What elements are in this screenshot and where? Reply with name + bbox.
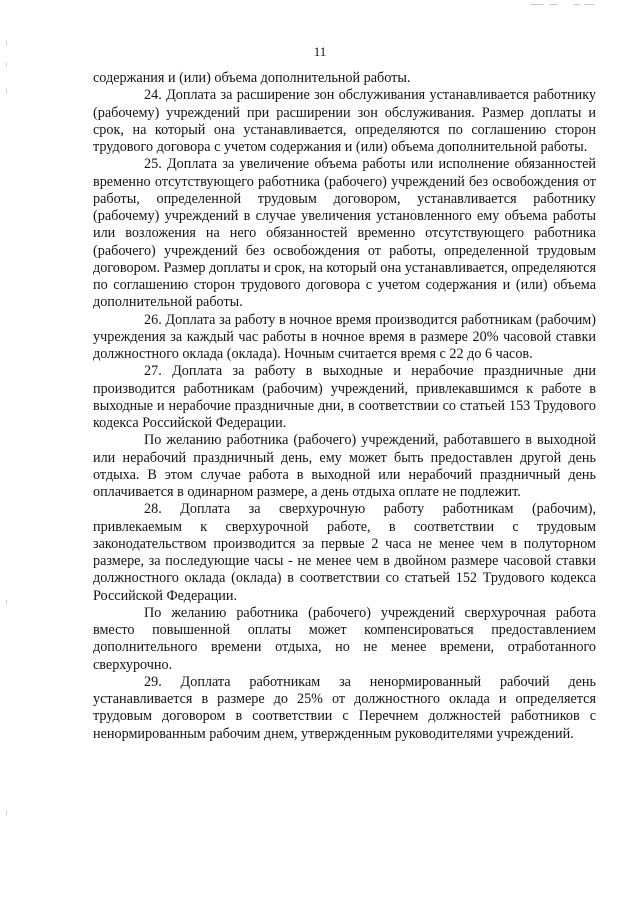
- paragraph-item-28: 28. Доплата за сверхурочную работу работникам (рабочим), привлекаемым к сверхурочной работе, в соответствии с трудовым законодательством производится за первые 2 часа не менее чем в полуторном размере, за последующие часы - не менее чем в двойном размере часовой ставки должностного оклада (оклада) в соответствии со статьей 152 Трудового кодекса Российской Федерации.: [93, 501, 596, 604]
- scan-artifact-marks: [530, 4, 600, 8]
- paragraph-item-24: 24. Доплата за расширение зон обслуживания устанавливается работнику (рабочему) учреждений при расширении зон обслуживания. Размер доплаты и срок, на который она устанавливается, определяются по соглашению сторон трудового договора с учетом содержания и (или) объема дополнительной работы.: [93, 87, 596, 155]
- paragraph-item-26: 26. Доплата за работу в ночное время производится работникам (рабочим) учреждения за каждый час работы в ночное время в размере 20% часовой ставки должностного оклада (оклада). Ночным считается время с 22 до 6 часов.: [93, 311, 596, 362]
- paragraph-item-28-note: По желанию работника (рабочего) учреждений сверхурочная работа вместо повышенной оплаты может компенсироваться предоставлением дополнительного времени отдыха, но не менее времени, отработанного сверхурочно.: [93, 604, 596, 673]
- paragraph-item-25: 25. Доплата за увеличение объема работы или исполнение обязанностей временно отсутствующего работника (рабочего) учреждений без освобождения от работы, определенной трудовым договором, устанавливается работнику (рабочему) учреждений в случае увеличения установленного ему объема работы или возложения на него обязанностей временно отсутствующего работника (рабочего) учреждений без освобождения от работы, определенной трудовым договором. Размер доплаты и срок, на который она устанавливается, определяются по соглашению сторон трудового договора с учетом содержания и (или) объема дополнительной работы.: [93, 156, 596, 311]
- paragraph-item-27-note: По желанию работника (рабочего) учреждений, работавшего в выходной или нерабочий праздничный день, ему может быть предоставлен другой день отдыха. В этом случае работа в выходной или нерабочий праздничный день оплачивается в одинарном размере, а день отдыха оплате не подлежит.: [93, 432, 596, 500]
- paragraph-item-29: 29. Доплата работникам за ненормированный рабочий день устанавливается в размере до 25% от должностного оклада и определяется трудовым договором в соответствии с Перечнем должностей работников с ненормированным рабочим днем, утвержденным руководителями учреждений.: [93, 673, 596, 742]
- paragraph-item-27: 27. Доплата за работу в выходные и нерабочие праздничные дни производится работникам (рабочим) учреждений, привлекавшимся к работе в выходные и нерабочие праздничные дни, в соответствии со статьей 153 Трудового кодекса Российской Федерации.: [93, 363, 596, 431]
- scan-edge-marks: [6, 40, 8, 860]
- page-number: 11: [313, 44, 327, 59]
- paragraph-continuation: содержания и (или) объема дополнительной работы.: [93, 70, 411, 86]
- document-body: [93, 70, 596, 743]
